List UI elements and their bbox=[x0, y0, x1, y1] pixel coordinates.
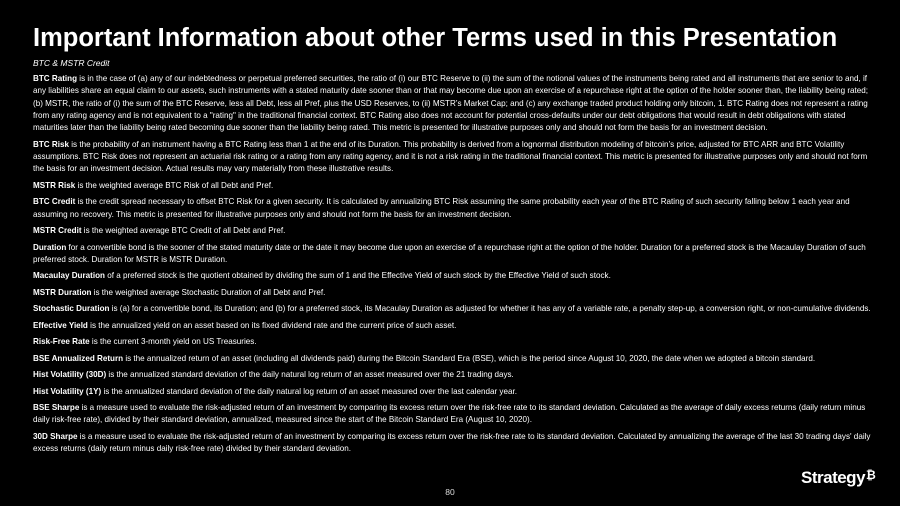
definition-paragraph bbox=[33, 139, 873, 176]
definition-text: for a convertible bond is the sooner of the stated maturity date or the date it may become due upon an exercise of a repurchase right at the option of the holder. Duration for a preferred stock is the Macaulay Duration of such preferred stock. Duration for MSTR is MSTR Duration. bbox=[33, 242, 866, 264]
definition-text: is a measure used to evaluate the risk-adjusted return of an investment by comparing its excess return over the risk-free rate to its standard deviation. Calculated by annualizing the average of the last 30 trading days' daily excess returns (daily return minus daily risk-free rate) divided by their standard deviation. bbox=[33, 431, 871, 454]
definition-term: BSE Sharpe bbox=[33, 403, 80, 413]
definition-text: is the current 3-month yield on US Treasuries. bbox=[89, 337, 257, 347]
definition-term: Effective Yield bbox=[33, 320, 88, 330]
definition-paragraph bbox=[33, 369, 873, 381]
definition-term: Hist Volatility (1Y) bbox=[33, 386, 102, 396]
definition-term: Macaulay Duration bbox=[33, 271, 105, 281]
definition-term: MSTR Credit bbox=[33, 226, 82, 236]
definition-paragraph bbox=[33, 386, 873, 398]
definition-paragraph bbox=[33, 225, 873, 237]
logo-wordmark: Strategy bbox=[801, 468, 866, 487]
definition-text: is a measure used to evaluate the risk-adjusted return of an investment by comparing its excess return over the risk-free rate to its standard deviation. Calculated as the average of daily excess returns (daily return minus daily risk-free rate), divided by their standard deviation, annualized, measured since the start of the Bitcoin Standard Era (August 10, 2020). bbox=[33, 403, 866, 425]
definition-text: is the weighted average BTC Credit of all Debt and Pref. bbox=[81, 226, 286, 236]
definition-term: BTC Risk bbox=[33, 139, 69, 149]
definition-term: BSE Annualized Return bbox=[33, 353, 124, 363]
definition-text: is the weighted average BTC Risk of all Debt and Pref. bbox=[75, 180, 274, 190]
definition-term: Stochastic Duration bbox=[33, 304, 110, 314]
definition-paragraph bbox=[33, 196, 873, 221]
definition-paragraph bbox=[33, 336, 873, 348]
definition-text: is the probability of an instrument having a BTC Rating less than 1 at the end of its Duration. This probability is derived from a lognormal distribution modeling of bitcoin’s price, adjusted for BTC ARR and BTC Volatility assumptions. BTC Risk does not represent an actuarial risk rating or a rating from any rating agency, and it is not a risk rating in the traditional financial context. This metric is presented for illustrative purposes only and should not form the basis for an investment decision. Actual results may vary materially from these illustrative results. bbox=[33, 139, 868, 174]
definition-paragraph bbox=[33, 73, 873, 134]
definition-term: BTC Credit bbox=[33, 197, 76, 207]
definition-paragraph bbox=[33, 431, 873, 456]
definitions-list bbox=[33, 73, 873, 460]
page-title: Important Information about other Terms used in this Presentation bbox=[33, 24, 838, 52]
definition-term: MSTR Duration bbox=[33, 287, 92, 297]
definition-paragraph bbox=[33, 353, 873, 365]
definition-paragraph bbox=[33, 287, 873, 299]
definition-paragraph bbox=[33, 303, 873, 315]
definition-term: BTC Rating bbox=[33, 74, 78, 83]
page-number: 80 bbox=[445, 487, 455, 497]
definition-text: of a preferred stock is the quotient obtained by dividing the sum of 1 and the Effective Yield of such stock by the Effective Yield of such stock. bbox=[104, 271, 611, 281]
definition-term: Duration bbox=[33, 242, 67, 252]
definition-text: is the annualized yield on an asset based on its fixed dividend rate and the current price of such asset. bbox=[87, 320, 457, 330]
definition-text: is in the case of (a) any of our indebtedness or perpetual preferred securities, the ratio of (i) our BTC Reserve to (ii) the sum of the notional values of the instruments being rated and all instruments that are senior to and, if any liabilities share an equal claim to our assets, such instruments with a stated maturity date sooner than or that may become due upon an exercise of a repurchase right at the option of the holder sooner than, the liability being rated; (b) MSTR, the ratio of (i) the sum of the BTC Reserve, less all Debt, less all Pref, plus the USD Reserves, to (ii) MSTR’s Market Cap; and (c) any exchange traded product holding only bitcoin, 1. BTC Rating does not represent a rating from any rating agency and is not equivalent to a "rating" in the traditional financial context. BTC Rating also does not account for potential cross-defaults under our debt obligations that would result in debt obligations with stated maturities later than the liability being rated becoming due sooner than the liability being rated. This metric is presented for illustrative purposes only and should not form the basis for an investment decision. bbox=[33, 74, 869, 133]
definition-text: is (a) for a convertible bond, its Duration; and (b) for a preferred stock, its Macaulay Duration as adjusted for whether it has any of a variable rate, a penalty step-up, a conversion right, or non-cumulative dividends. bbox=[109, 304, 871, 314]
definition-term: 30D Sharpe bbox=[33, 431, 78, 441]
definition-term: MSTR Risk bbox=[33, 180, 76, 190]
definition-paragraph bbox=[33, 270, 873, 282]
definition-text: is the annualized standard deviation of the daily natural log return of an asset measured over the last calendar year. bbox=[101, 386, 517, 396]
definition-paragraph bbox=[33, 320, 873, 332]
definition-text: is the annualized standard deviation of the daily natural log return of an asset measured over the 21 trading days. bbox=[106, 370, 514, 380]
definition-paragraph bbox=[33, 402, 873, 427]
definition-text: is the annualized return of an asset (including all dividends paid) during the Bitcoin Standard Era (BSE), which is the period since August 10, 2020, the date when we adopted a bitcoin standard. bbox=[123, 353, 816, 363]
definition-text: is the credit spread necessary to offset BTC Risk for a given security. It is calculated by annualizing BTC Risk assuming the same probability each year of the BTC Rating of such security falling below 1 each year and assuming no recovery. This metric is presented for illustrative purposes only and should not form the basis for an investment decision. bbox=[33, 197, 850, 219]
section-subtitle: BTC & MSTR Credit bbox=[33, 58, 110, 68]
strategy-logo bbox=[801, 468, 875, 488]
definition-paragraph bbox=[33, 242, 873, 267]
definition-paragraph bbox=[33, 180, 873, 192]
definition-term: Risk-Free Rate bbox=[33, 337, 90, 347]
definition-text: is the weighted average Stochastic Duration of all Debt and Pref. bbox=[91, 287, 326, 297]
bitcoin-icon: ₿ bbox=[866, 468, 876, 482]
definition-term: Hist Volatility (30D) bbox=[33, 370, 107, 380]
